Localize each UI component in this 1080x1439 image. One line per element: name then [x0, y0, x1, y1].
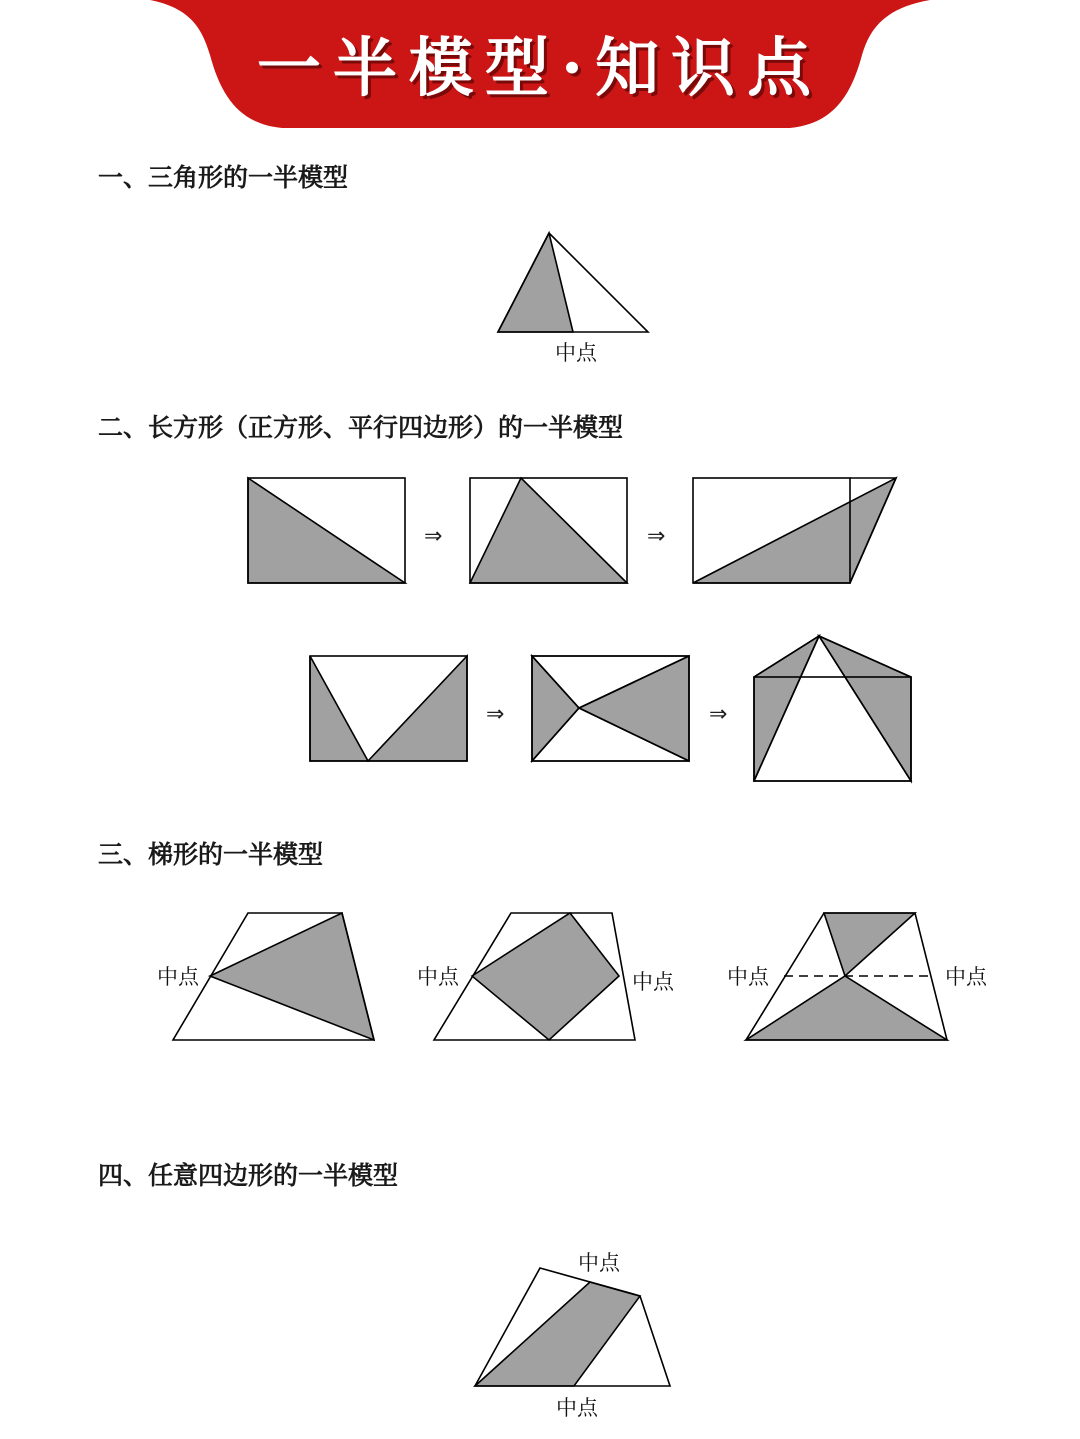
shaded-triangle-top — [824, 913, 915, 976]
midpoint-label: 中点 — [555, 341, 597, 365]
rectangle-top-point-figure — [462, 470, 637, 592]
shaded-triangle — [210, 913, 374, 1040]
shaded-triangle — [693, 478, 896, 583]
shaded-triangle-left — [310, 656, 368, 761]
arrow-icon: ⇒ — [424, 524, 443, 549]
section-heading-triangle: 一、三角形的一半模型 — [98, 163, 349, 192]
shaded-triangle — [498, 233, 573, 332]
rectangle-inner-point-figure — [524, 648, 699, 770]
parallelogram-half-figure — [685, 470, 905, 592]
shaded-triangle-right — [368, 656, 467, 761]
triangle-half-figure — [490, 225, 660, 340]
shaded-triangle — [248, 478, 405, 583]
midpoint-label-right: 中点 — [945, 965, 987, 989]
rectangle-bottom-point-figure — [302, 648, 477, 770]
trapezoid-midpoints-quad-figure — [426, 905, 646, 1050]
shaded-quadrilateral — [472, 913, 619, 1040]
page-title: 一半模型·知识点 — [256, 31, 824, 106]
shaded-triangle-bottom — [746, 976, 947, 1040]
midpoint-label-left: 中点 — [417, 965, 459, 989]
rectangle-outer-point-figure — [746, 628, 921, 790]
midpoint-label-left: 中点 — [727, 965, 769, 989]
section-heading-rectangle: 二、长方形（正方形、平行四边形）的一半模型 — [98, 413, 624, 442]
section-heading-trapezoid: 三、梯形的一半模型 — [98, 840, 324, 869]
arrow-icon: ⇒ — [486, 702, 505, 727]
shaded-triangle-right — [579, 656, 689, 761]
arrow-icon: ⇒ — [647, 524, 666, 549]
arrow-icon: ⇒ — [709, 702, 728, 727]
quadrilateral-half-figure — [467, 1260, 682, 1395]
shaded-triangle — [470, 478, 627, 583]
midpoint-label: 中点 — [157, 965, 199, 989]
midpoint-label-bottom: 中点 — [556, 1396, 598, 1420]
section-heading-quadrilateral: 四、任意四边形的一半模型 — [98, 1161, 399, 1190]
shaded-triangle-left — [532, 656, 579, 761]
midpoint-label-right: 中点 — [632, 970, 674, 994]
trapezoid-midline-figure — [738, 905, 958, 1050]
midpoint-label-top: 中点 — [578, 1251, 620, 1275]
shaded-region — [475, 1282, 640, 1386]
rectangle-diagonal-figure — [240, 470, 415, 592]
